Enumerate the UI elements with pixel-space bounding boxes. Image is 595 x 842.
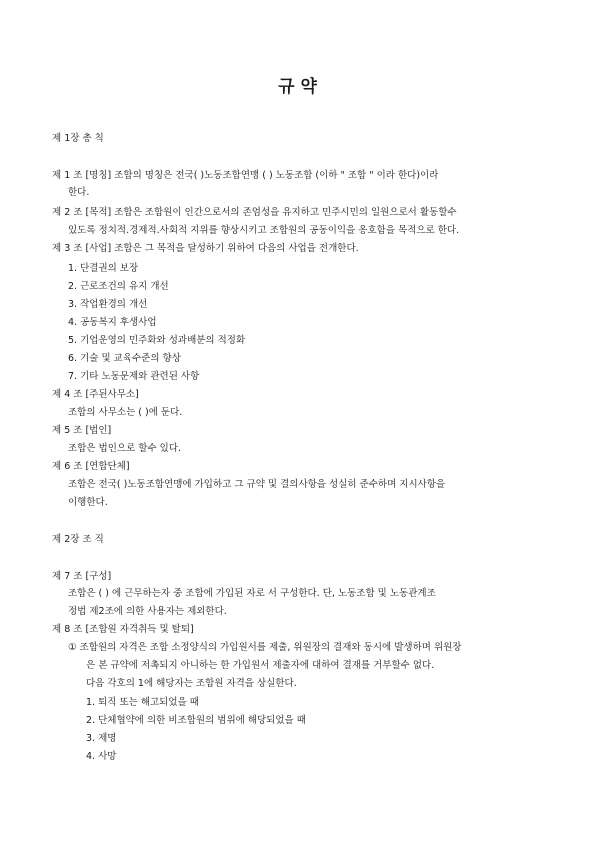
article-8-item-3: 3. 제명: [86, 733, 117, 744]
article-7-heading: 제 7 조 [구성]: [52, 571, 112, 582]
article-3-item-5: 5. 기업운영의 민주화와 성과배분의 적정화: [68, 335, 246, 346]
article-6-line-1: 조합은 전국( )노동조합연맹에 가입하고 그 규약 및 결의사항을 성실히 준수하며 지시사항을: [68, 479, 446, 490]
article-3-item-7: 7. 기타 노동문제와 관련된 사항: [68, 371, 200, 382]
article-4-heading: 제 4 조 [주된사무소]: [52, 389, 139, 400]
article-8-para-2: 다음 각호의 1에 해당자는 조합원 자격을 상실한다.: [86, 678, 297, 689]
article-2-line-2: 있도록 정치적.경제적.사회적 지위를 향상시키고 조합원의 공동이익을 옹호함을 목적으로 한다.: [68, 225, 460, 236]
article-3-item-1: 1. 단결권의 보장: [68, 263, 139, 274]
article-6-line-2: 이행한다.: [68, 497, 108, 508]
chapter-2-heading: 제 2장 조 직: [52, 534, 104, 545]
article-8-item-2: 2. 단체협약에 의한 비조합원의 범위에 해당되었을 때: [86, 715, 306, 726]
article-8-item-4: 4. 사망: [86, 751, 117, 762]
article-6-heading: 제 6 조 [연합단체]: [52, 461, 130, 472]
article-1-line-2: 한다.: [68, 187, 90, 198]
article-8-para-1-line-2: 은 본 규약에 저촉되지 아니하는 한 가입원서 제출자에 대하여 결재를 거부할수 없다.: [86, 660, 435, 671]
article-8-para-1-line-1: ① 조합원의 자격은 조합 소정양식의 가입원서를 제출, 위원장의 결재와 동시에 발생하며 위원장: [68, 642, 462, 653]
article-7-line-1: 조합은 ( ) 에 근무하는자 중 조합에 가입된 자로 서 구성한다. 단, 노동조합 및 노동관계조: [68, 588, 436, 599]
article-2-line-1: 제 2 조 [목적] 조합은 조합원이 인간으로서의 존엄성을 유지하고 민주시민의 일원으로서 활동할수: [52, 207, 457, 218]
article-3-item-2: 2. 근로조건의 유지 개선: [68, 281, 169, 292]
article-8-heading: 제 8 조 [조합원 자격취득 및 탈퇴]: [52, 624, 194, 635]
article-5-body: 조합은 법인으로 할수 있다.: [68, 443, 182, 454]
article-4-body: 조합의 사무소는 ( )에 둔다.: [68, 407, 183, 418]
article-3-item-4: 4. 공동복지 후생사업: [68, 317, 157, 328]
chapter-1-heading: 제 1장 총 칙: [52, 133, 104, 144]
article-7-line-2: 정법 제2조에 의한 사용자는 제외한다.: [68, 606, 227, 617]
article-1-line-1: 제 1 조 [명칭] 조합의 명칭은 전국( )노동조합연맹 ( ) 노동조합 (이하 " 조합 " 이라 한다)이라: [52, 170, 439, 181]
article-8-item-1: 1. 퇴직 또는 해고되었을 때: [86, 697, 199, 708]
article-3-item-6: 6. 기술 및 교육수준의 향상: [68, 353, 181, 364]
article-3-line-1: 제 3 조 [사업] 조합은 그 목적을 달성하기 위하여 다음의 사업을 전개한다.: [52, 243, 359, 254]
article-5-heading: 제 5 조 [법인]: [52, 425, 112, 436]
article-3-item-3: 3. 작업환경의 개선: [68, 299, 148, 310]
document-title: 규 약: [278, 77, 317, 97]
